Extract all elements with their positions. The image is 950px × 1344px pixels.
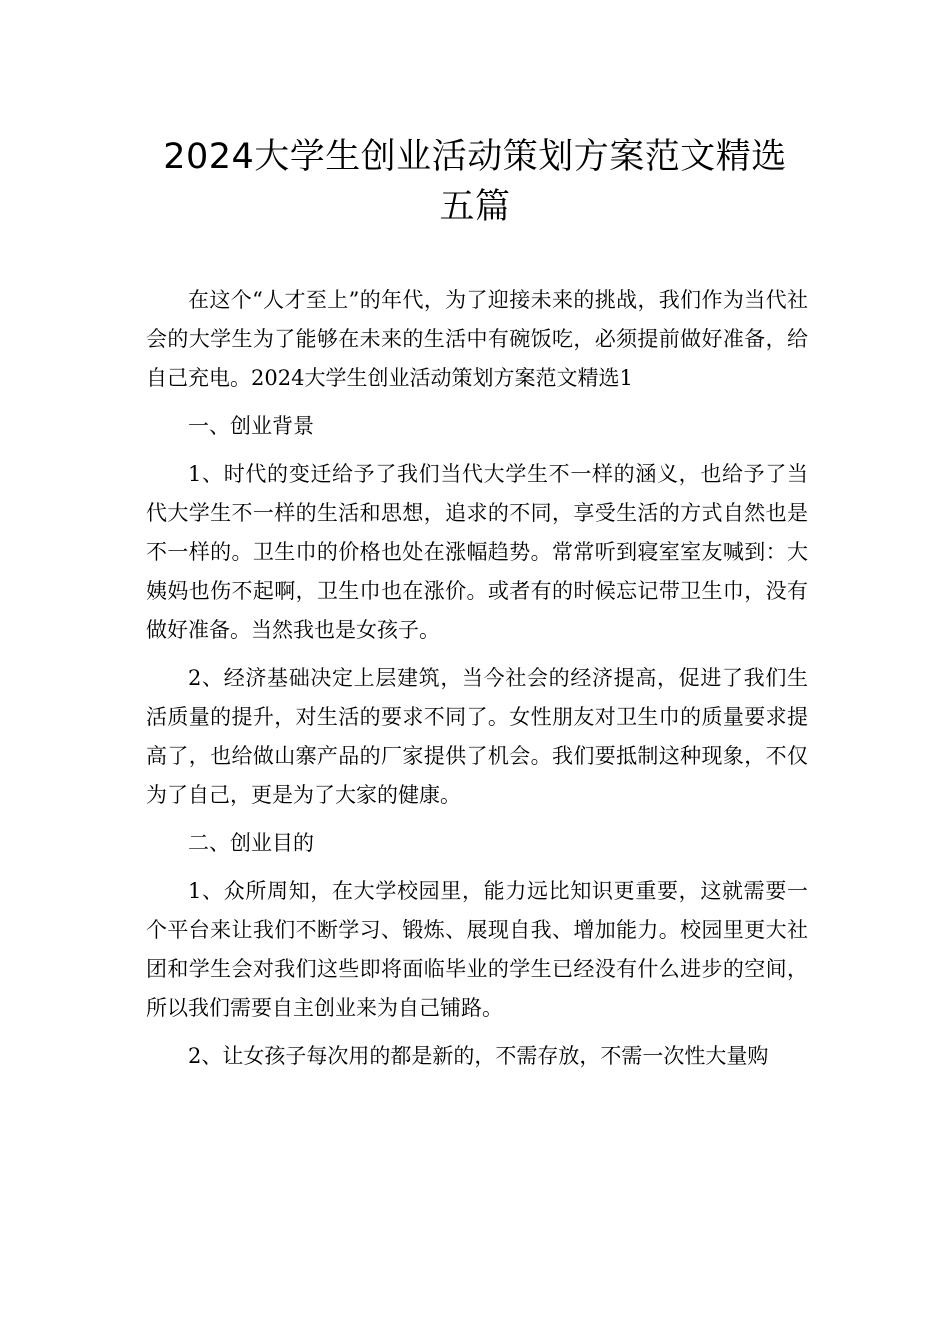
document-body	[146, 281, 808, 1085]
title-line-1: 2024大学生创业活动策划方案范文精选	[163, 137, 787, 177]
heading-purpose: 二、创业目的	[188, 831, 314, 855]
paragraph-intro: 在这个“人才至上”的年代，为了迎接未来的挑战，我们作为当代社会的大学生为了能够在未来的生活中有碗饭吃，必须提前做好准备，给自己充电。2024大学生创业活动策划方案范文精选1	[146, 288, 808, 390]
heading-background: 一、创业背景	[188, 414, 314, 438]
title-line-2: 五篇	[439, 187, 511, 227]
paragraph-purpose-2: 2、让女孩子每次用的都是新的，不需存放，不需一次性大量购	[188, 1044, 769, 1068]
paragraph-background-2: 2、经济基础决定上层建筑，当今社会的经济提高，促进了我们生活质量的提升，对生活的要求不同了。女性朋友对卫生巾的质量要求提高了，也给做山寨产品的厂家提供了机会。我们要抵制这种现象，不仅为了自己，更是为了大家的健康。	[146, 666, 808, 807]
paragraph-purpose-1: 1、众所周知，在大学校园里，能力远比知识更重要，这就需要一个平台来让我们不断学习、锻炼、展现自我、增加能力。校园里更大社团和学生会对我们这些即将面临毕业的学生已经没有什么进步的空间，所以我们需要自主创业来为自己铺路。	[146, 879, 808, 1020]
paragraph-background-1: 1、时代的变迁给予了我们当代大学生不一样的涵义，也给予了当代大学生不一样的生活和思想，追求的不同，享受生活的方式自然也是不一样的。卫生巾的价格也处在涨幅趋势。常常听到寝室室友喊到：大姨妈也伤不起啊，卫生巾也在涨价。或者有的时候忘记带卫生巾，没有做好准备。当然我也是女孩子。	[146, 462, 808, 642]
document-title	[110, 132, 840, 232]
